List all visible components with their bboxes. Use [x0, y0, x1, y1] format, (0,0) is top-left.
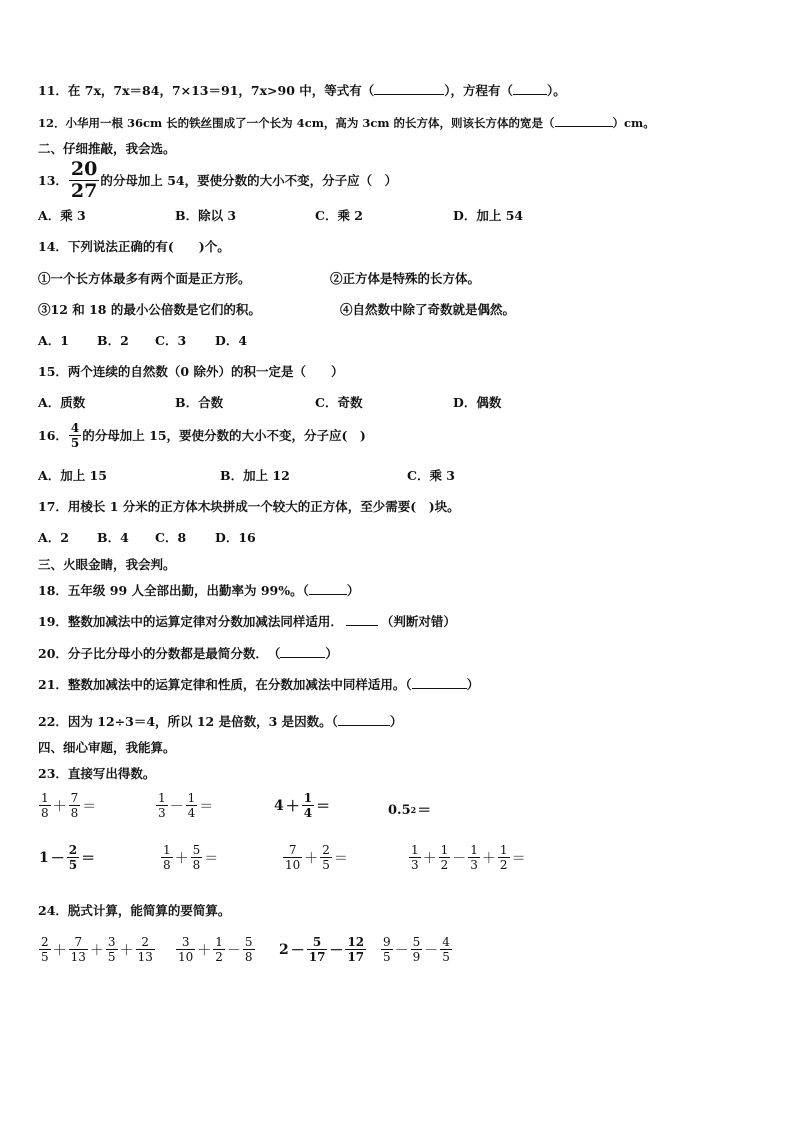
question-19 — [38, 613, 456, 631]
answer-blank[interactable] — [555, 114, 613, 127]
numerator: 3 — [181, 935, 190, 949]
denominator: 8 — [192, 858, 201, 872]
option-a[interactable]: A．质数 — [38, 395, 86, 410]
question-20-text: 20．分子比分母小的分数都是最简分数． （ — [38, 646, 281, 661]
answer-blank[interactable] — [280, 645, 325, 658]
option-b[interactable]: B．除以 3 — [175, 208, 237, 223]
option-c[interactable]: C．乘 2 — [315, 208, 363, 223]
numerator: 7 — [70, 791, 79, 805]
fraction — [283, 844, 302, 871]
denominator: 2 — [499, 858, 508, 872]
numerator: 5 — [412, 935, 421, 949]
question-16-text: 的分母加上 15，要使分数的大小不变，分子应( ) — [82, 427, 366, 443]
numerator: 1 — [411, 843, 419, 857]
option-b[interactable]: B．合数 — [175, 395, 224, 410]
question-13-number: 13． — [38, 172, 68, 188]
operator: ＝ — [316, 798, 331, 815]
denominator: 27 — [70, 180, 98, 202]
operator: ＝ — [333, 850, 348, 867]
numerator: 12 — [347, 935, 365, 949]
fraction — [69, 160, 99, 201]
operator: － — [424, 942, 439, 959]
fraction — [69, 936, 88, 963]
operator: － — [226, 942, 241, 959]
option-d[interactable]: D．4 — [215, 333, 248, 348]
question-20 — [38, 645, 338, 663]
denominator: 13 — [70, 950, 86, 964]
numerator: 1 — [440, 843, 449, 857]
answer-blank[interactable] — [412, 676, 467, 689]
statement-4: ④自然数中除了奇数就是偶然。 — [340, 302, 516, 317]
section-3-heading: 三、火眼金睛，我会判。 — [38, 557, 176, 572]
question-12 — [38, 114, 655, 132]
operator: ＋ — [89, 942, 104, 959]
option-d[interactable]: D．偶数 — [453, 395, 502, 410]
fraction — [409, 844, 421, 871]
fraction — [320, 844, 332, 871]
operator: ＋ — [422, 850, 437, 867]
denominator: 13 — [137, 950, 153, 964]
question-22-text-end: ） — [389, 714, 403, 729]
expression-23-6 — [160, 844, 219, 871]
answer-blank[interactable] — [309, 582, 347, 595]
expression-24-3 — [278, 936, 367, 963]
denominator: 3 — [411, 858, 419, 872]
operator: ＝ — [81, 850, 96, 867]
question-21-text: 21．整数加减法中的运算定律和性质，在分数加减法中同样适用。（ — [38, 677, 412, 692]
fraction — [345, 936, 366, 963]
numerator: 5 — [192, 843, 201, 857]
numerator: 2 — [141, 935, 150, 949]
fraction — [243, 936, 255, 963]
numerator: 2 — [322, 843, 330, 857]
operator: ＋ — [119, 942, 134, 959]
expression-23-7 — [282, 844, 349, 871]
numerator: 1 — [158, 791, 166, 805]
question-14: 14．下列说法正确的有( )个。 — [38, 239, 230, 254]
expression-24-4 — [380, 936, 453, 963]
operator: － — [290, 942, 305, 959]
fraction — [468, 844, 480, 871]
operator: ＋ — [481, 850, 496, 867]
option-c[interactable]: C．3 — [155, 333, 187, 348]
operator: ＋ — [285, 798, 300, 815]
expression-23-4 — [388, 800, 432, 820]
expression-24-1 — [38, 936, 156, 963]
question-21-text-end: ） — [466, 677, 480, 692]
expression-23-8 — [408, 844, 527, 871]
numerator: 5 — [312, 935, 322, 949]
option-a[interactable]: A．1 — [38, 333, 69, 348]
numerator: 7 — [288, 843, 297, 857]
numerator: 2 — [41, 935, 49, 949]
numerator: 3 — [107, 935, 116, 949]
section-2-heading: 二、仔细推敲，我会选。 — [38, 141, 176, 156]
option-a[interactable]: A．乘 3 — [38, 208, 86, 223]
numerator: 7 — [74, 935, 83, 949]
question-11 — [38, 82, 566, 100]
operator: 4 — [274, 797, 284, 814]
denominator: 5 — [107, 950, 116, 964]
numerator: 1 — [163, 843, 171, 857]
option-b[interactable]: B．加上 12 — [220, 468, 290, 483]
denominator: 4 — [187, 806, 196, 820]
operator: － — [169, 798, 184, 815]
fraction — [498, 844, 510, 871]
operator: － — [452, 850, 467, 867]
denominator: 3 — [158, 806, 166, 820]
answer-blank[interactable] — [513, 82, 547, 95]
answer-blank[interactable] — [346, 613, 378, 626]
denominator: 10 — [178, 950, 194, 964]
denominator: 5 — [322, 858, 330, 872]
expression-23-2 — [155, 792, 214, 819]
denominator: 8 — [163, 858, 171, 872]
fraction — [69, 422, 81, 449]
statement-3: ③12 和 18 的最小公倍数是它们的积。 — [38, 302, 261, 317]
fraction — [381, 936, 393, 963]
denominator: 9 — [412, 950, 421, 964]
option-a[interactable]: A．加上 15 — [38, 468, 107, 483]
numerator: 2 — [68, 843, 78, 857]
denominator: 17 — [347, 950, 365, 964]
question-18-text-end: ） — [346, 583, 360, 598]
question-16 — [38, 422, 366, 449]
question-19-text: 19．整数加减法中的运算定律对分数加减法同样适用． — [38, 614, 343, 629]
operator: ＝ — [417, 803, 432, 819]
fraction — [39, 792, 51, 819]
statement-1: ①一个长方体最多有两个面是正方形。 — [38, 271, 251, 286]
fraction — [176, 936, 195, 963]
question-15: 15．两个连续的自然数（0 除外）的积一定是（ ） — [38, 364, 344, 379]
option-b[interactable]: B．4 — [97, 530, 129, 545]
numerator: 20 — [70, 158, 98, 180]
numerator: 5 — [244, 935, 253, 949]
question-24: 24．脱式计算，能简算的要简算。 — [38, 903, 231, 918]
fraction — [136, 936, 155, 963]
expression-23-5 — [38, 844, 96, 871]
operator: ＝ — [204, 850, 219, 867]
denominator: 8 — [41, 806, 49, 820]
question-16-number: 16． — [38, 427, 68, 443]
numerator: 4 — [442, 935, 450, 949]
operator: ＋ — [52, 942, 67, 959]
fraction — [439, 844, 451, 871]
question-18 — [38, 582, 359, 600]
denominator: 5 — [383, 950, 391, 964]
question-13-text: 的分母加上 54，要使分数的大小不变，分子应（ ） — [100, 172, 398, 188]
question-13 — [38, 160, 397, 201]
expression-23-3 — [273, 792, 331, 819]
fraction — [39, 936, 51, 963]
fraction — [213, 936, 225, 963]
question-11-text: 11．在 7x，7x＝84，7×13＝91，7x>90 中，等式有（ — [38, 83, 375, 98]
numerator: 1 — [470, 843, 478, 857]
fraction — [440, 936, 452, 963]
question-12-text-end: ）cm。 — [612, 116, 655, 130]
denominator: 4 — [303, 806, 313, 820]
fraction — [307, 936, 328, 963]
numerator: 1 — [499, 843, 508, 857]
question-20-text-end: ） — [325, 646, 338, 661]
fraction — [186, 792, 198, 819]
denominator: 3 — [470, 858, 478, 872]
exponent: 2 — [410, 805, 417, 815]
operator: ＋ — [197, 942, 212, 959]
fraction — [106, 936, 118, 963]
denominator: 2 — [215, 950, 223, 964]
operator: ＝ — [199, 798, 214, 815]
fraction — [161, 844, 173, 871]
answer-blank[interactable] — [374, 82, 444, 95]
term: 0.5 — [388, 802, 411, 818]
question-19-text-end: （判断对错） — [380, 614, 456, 629]
statement-2: ②正方体是特殊的长方体。 — [330, 271, 481, 286]
denominator: 10 — [285, 858, 301, 872]
operator: 1 — [39, 849, 49, 866]
fraction — [302, 792, 314, 819]
operator: ＋ — [52, 798, 67, 815]
numerator: 4 — [70, 421, 80, 435]
question-17: 17．用棱长 1 分米的正方体木块拼成一个较大的正方体，至少需要( )块。 — [38, 499, 460, 514]
question-11-text-end: ）。 — [547, 83, 566, 98]
option-d[interactable]: D．加上 54 — [453, 208, 524, 223]
numerator: 1 — [187, 791, 196, 805]
expression-24-2 — [175, 936, 256, 963]
option-c[interactable]: C．奇数 — [315, 395, 363, 410]
operator: ＝ — [511, 850, 526, 867]
denominator: 2 — [440, 858, 449, 872]
fraction — [411, 936, 423, 963]
option-c[interactable]: C．乘 3 — [407, 468, 455, 483]
fraction — [67, 844, 79, 871]
question-22-text: 22．因为 12÷3＝4，所以 12 是倍数，3 是因数。（ — [38, 714, 338, 729]
option-a[interactable]: A．2 — [38, 530, 69, 545]
option-c[interactable]: C．8 — [155, 530, 187, 545]
operator: ＋ — [304, 850, 319, 867]
numerator: 9 — [383, 935, 391, 949]
question-22 — [38, 713, 402, 731]
fraction — [69, 792, 81, 819]
fraction — [191, 844, 203, 871]
fraction — [156, 792, 168, 819]
question-12-text: 12．小华用一根 36cm 长的铁丝围成了一个长为 4cm，高为 3cm 的长方体，则该长方体的宽是（ — [38, 116, 555, 130]
denominator: 8 — [244, 950, 253, 964]
question-11-text-mid: ），方程有（ — [444, 83, 514, 98]
expression-23-1 — [38, 792, 97, 819]
denominator: 17 — [308, 950, 326, 964]
operator: 2 — [279, 941, 289, 958]
operator: ＋ — [174, 850, 189, 867]
operator: ＝ — [82, 798, 97, 815]
denominator: 5 — [442, 950, 450, 964]
denominator: 5 — [70, 436, 80, 450]
numerator: 1 — [41, 791, 49, 805]
numerator: 1 — [303, 791, 313, 805]
question-18-text: 18．五年级 99 人全部出勤，出勤率为 99%。（ — [38, 583, 309, 598]
answer-blank[interactable] — [338, 713, 390, 726]
denominator: 5 — [41, 950, 49, 964]
denominator: 8 — [70, 806, 79, 820]
question-23: 23．直接写出得数。 — [38, 766, 156, 781]
question-21 — [38, 676, 479, 694]
option-d[interactable]: D．16 — [215, 530, 256, 545]
operator: － — [329, 942, 344, 959]
operator: － — [50, 850, 65, 867]
numerator: 1 — [215, 935, 223, 949]
section-4-heading: 四、细心审题，我能算。 — [38, 740, 176, 755]
option-b[interactable]: B．2 — [97, 333, 129, 348]
denominator: 5 — [68, 858, 78, 872]
operator: － — [394, 942, 409, 959]
